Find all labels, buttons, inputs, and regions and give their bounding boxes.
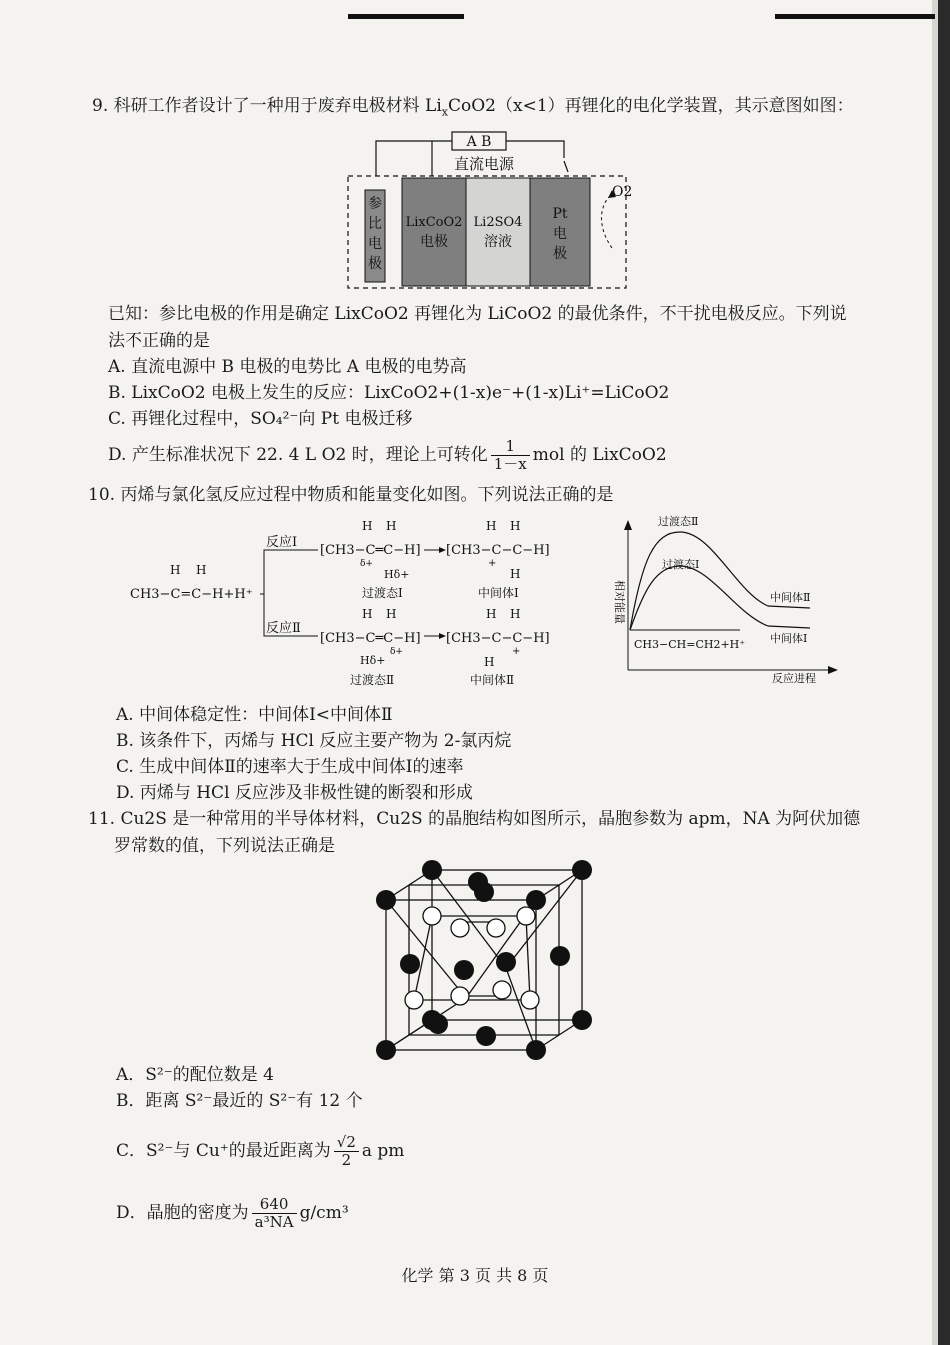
top-mark-left xyxy=(348,14,464,19)
q11-c-fraction: $\frac{√2}{2}$ xyxy=(334,1134,359,1169)
svg-text:Hδ+: Hδ+ xyxy=(384,568,410,581)
svg-text:溶液: 溶液 xyxy=(484,234,512,250)
energy-ts1-label: 过渡态Ⅰ xyxy=(662,558,700,571)
li2so4-label: Li2SO4 xyxy=(473,215,523,230)
svg-text:H: H xyxy=(362,519,373,533)
q10-option-b: B. 该条件下，丙烯与 HCl 反应主要产物为 2-氯丙烷 xyxy=(116,731,512,751)
q11-stem-2: 罗常数的值，下列说法正确是 xyxy=(114,836,335,856)
int2-formula: [CH3−C−C−H] xyxy=(446,631,550,646)
svg-text:H: H xyxy=(196,563,207,577)
int2-label: 中间体Ⅱ xyxy=(470,673,515,687)
q9-option-b: B. LixCoO2 电极上发生的反应：LixCoO2+(1-x)e⁻+(1-x)Li⁺=LiCoO2 xyxy=(108,383,670,403)
q9-stem: 9. 科研工作者设计了一种用于废弃电极材料 $Li_xCoO2(x<1)$再锂化的电化学装置，其示意图如图： xyxy=(92,96,854,119)
svg-text:+: + xyxy=(512,646,521,657)
energy-xlabel: 反应进程 xyxy=(772,672,816,685)
svg-text:极: 极 xyxy=(553,246,567,262)
q9-d-fraction: $\frac{1}{1-x}$ xyxy=(491,438,530,473)
svg-text:参: 参 xyxy=(368,196,382,212)
q11-d-fraction: $\frac{640}{\text{a³NA}}$ xyxy=(252,1196,297,1231)
energy-ts2-label: 过渡态Ⅱ xyxy=(658,515,699,528)
q9-option-c: C. 再锂化过程中，SO₄²⁻向 Pt 电极迁移 xyxy=(108,409,413,429)
q10-energy-profile xyxy=(600,510,840,688)
svg-text:H: H xyxy=(510,607,521,621)
ts2-formula: [CH3−C═C−H] xyxy=(320,631,421,646)
q9-apparatus-diagram xyxy=(340,128,640,300)
page-footer: 化学 第 3 页 共 8 页 xyxy=(401,1266,549,1285)
reaction-2-label: 反应Ⅱ xyxy=(266,621,301,636)
lixcoo2-label: LixCoO2 xyxy=(405,215,463,230)
svg-text:H: H xyxy=(484,655,495,669)
svg-text:H: H xyxy=(486,607,497,621)
ts2-label: 过渡态Ⅱ xyxy=(350,673,395,687)
energy-ylabel: 相对能量 xyxy=(613,580,626,624)
svg-text:H: H xyxy=(510,519,521,533)
pt-label: Pt xyxy=(552,206,568,222)
svg-text:比: 比 xyxy=(368,216,382,232)
q9-option-a: A. 直流电源中 B 电极的电势比 A 电极的电势高 xyxy=(108,357,467,377)
svg-text:H: H xyxy=(170,563,181,577)
ts1-label: 过渡态Ⅰ xyxy=(362,586,403,600)
o2-label: O2 xyxy=(612,184,633,200)
svg-text:极: 极 xyxy=(368,256,382,272)
energy-start-label: CH3−CH=CH2+H⁺ xyxy=(634,638,746,651)
svg-text:+: + xyxy=(488,558,497,569)
energy-int1-label: 中间体Ⅰ xyxy=(770,632,808,645)
int1-formula: [CH3−C−C−H] xyxy=(446,543,550,558)
power-ab-label: A B xyxy=(466,134,492,150)
reactant-formula: CH3−C=C−H+H⁺ xyxy=(130,587,253,602)
q10-option-a: A. 中间体稳定性：中间体Ⅰ<中间体Ⅱ xyxy=(116,705,393,725)
q9-option-d: D. 产生标准状况下 22. 4 L O2 时，理论上可转化 $\frac{1}{1-x}$ mol 的 LixCoO2 xyxy=(108,437,667,473)
top-mark-right xyxy=(775,14,935,19)
q10-option-c: C. 生成中间体Ⅱ的速率大于生成中间体Ⅰ的速率 xyxy=(116,757,464,777)
q9-known-2: 法不正确的是 xyxy=(108,331,210,351)
page-edge-dark xyxy=(938,0,950,1345)
li2so4-solution xyxy=(466,178,530,286)
q10-stem: 10. 丙烯与氯化氢反应过程中物质和能量变化如图。下列说法正确的是 xyxy=(88,485,614,505)
svg-text:H: H xyxy=(386,607,397,621)
svg-text:电: 电 xyxy=(553,226,567,242)
svg-text:电: 电 xyxy=(368,236,382,252)
svg-text:H: H xyxy=(386,519,397,533)
o2-arrow xyxy=(602,194,613,248)
q11-option-a: A．S²⁻的配位数是 4 xyxy=(116,1065,274,1085)
svg-text:H: H xyxy=(486,519,497,533)
energy-int2-label: 中间体Ⅱ xyxy=(770,591,811,604)
q11-option-c: C．S²⁻与 Cu⁺的最近距离为 $\frac{√2}{2}$ a pm xyxy=(116,1133,405,1169)
svg-text:H: H xyxy=(510,567,521,581)
power-source-label: 直流电源 xyxy=(453,155,515,173)
q11-stem-1: 11. Cu2S 是一种常用的半导体材料，Cu2S 的晶胞结构如图所示，晶胞参数为 apm，NA 为阿伏加德 xyxy=(88,809,861,829)
ts1-formula: [CH3−C═C−H] xyxy=(320,543,421,558)
svg-text:电极: 电极 xyxy=(420,234,448,250)
lixcoo2-electrode xyxy=(402,178,466,286)
q9-known-1: 已知：参比电极的作用是确定 LixCoO2 再锂化为 LiCoO2 的最优条件，不干扰电极反应。下列说 xyxy=(108,304,847,324)
q10-option-d: D. 丙烯与 HCl 反应涉及非极性键的断裂和形成 xyxy=(116,783,473,803)
svg-text:δ+: δ+ xyxy=(390,647,403,657)
svg-text:Hδ+: Hδ+ xyxy=(360,654,386,667)
q11-option-b: B．距离 S²⁻最近的 S²⁻有 12 个 xyxy=(116,1091,363,1111)
q10-reaction-scheme xyxy=(128,514,568,692)
svg-text:δ+: δ+ xyxy=(360,559,373,569)
curve-ts2 xyxy=(630,532,810,630)
reaction-1-label: 反应Ⅰ xyxy=(266,535,298,550)
int1-label: 中间体Ⅰ xyxy=(478,586,519,600)
q11-crystal-cell xyxy=(376,858,596,1062)
svg-text:H: H xyxy=(362,607,373,621)
q11-option-d: D．晶胞的密度为 $\frac{640}{\text{a³NA}}$ g/cm³ xyxy=(116,1195,349,1231)
